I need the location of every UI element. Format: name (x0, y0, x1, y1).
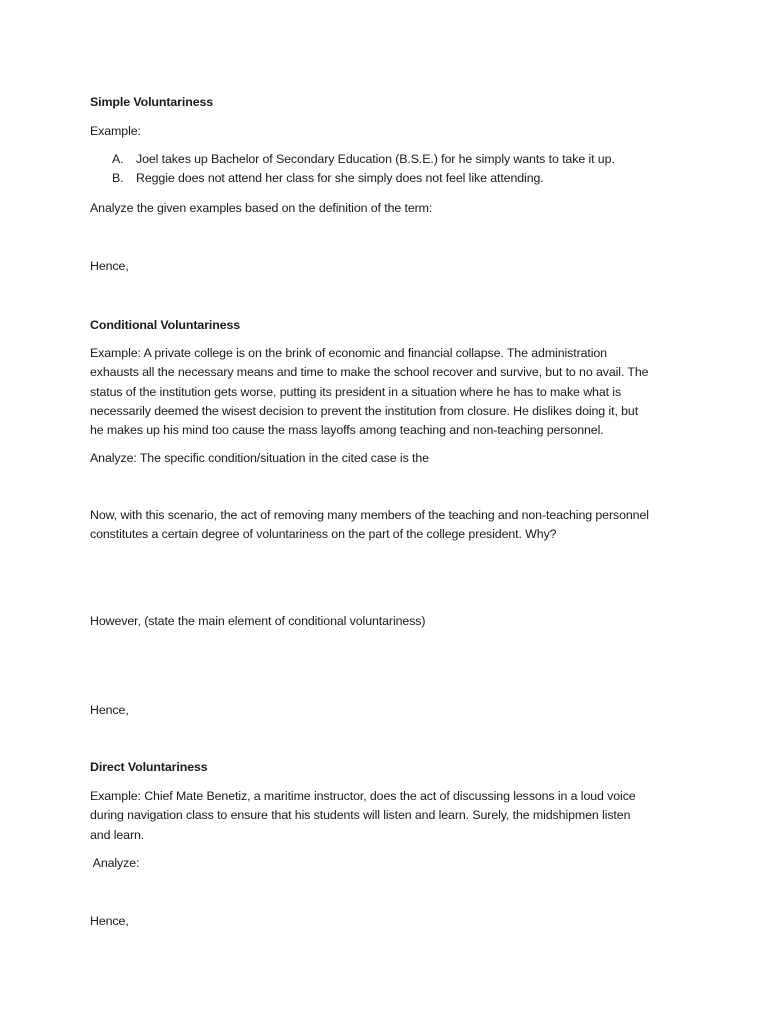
direct-voluntariness-heading: Direct Voluntariness (90, 760, 208, 774)
paragraph-line: Example: Chief Mate Benetiz, a maritime instructor, does the act of discussing lessons in a loud voice (90, 789, 636, 803)
simple-example-label: Example: (90, 124, 141, 138)
paragraph-line: he makes up his mind too cause the mass layoffs among teaching and non-teaching personnel. (90, 423, 604, 438)
conditional-however-text: However, (state the main element of conditional voluntariness) (90, 614, 426, 628)
paragraph-line: constitutes a certain degree of voluntariness on the part of the college president. Why? (90, 527, 557, 542)
direct-analyze-text: Analyze: (90, 856, 140, 870)
paragraph-line: necessarily deemed the wisest decision to prevent the institution from closure. He dislikes doing it, but (90, 403, 639, 418)
direct-example-paragraph (90, 787, 690, 845)
simple-voluntariness-heading: Simple Voluntariness (90, 95, 214, 109)
list-item (112, 150, 672, 169)
direct-hence-text: Hence, (90, 914, 129, 928)
list-item-text: Joel takes up Bachelor of Secondary Education (B.S.E.) for he simply wants to take it up. (136, 152, 615, 166)
simple-hence-text: Hence, (90, 259, 129, 273)
list-marker: B. (112, 171, 124, 186)
list-item-text: Reggie does not attend her class for she simply does not feel like attending. (136, 171, 544, 186)
conditional-analyze-text: Analyze: The specific condition/situation in the cited case is the (90, 451, 429, 465)
conditional-voluntariness-heading: Conditional Voluntariness (90, 318, 241, 332)
conditional-hence-text: Hence, (90, 703, 129, 717)
list-marker: A. (112, 152, 124, 166)
conditional-scenario-paragraph (90, 506, 690, 545)
list-item (112, 169, 672, 188)
paragraph-line: and learn. (90, 827, 145, 842)
conditional-example-paragraph (90, 344, 690, 440)
simple-analyze-text: Analyze the given examples based on the definition of the term: (90, 201, 433, 215)
paragraph-line: during navigation class to ensure that his students will listen and learn. Surely, the midshipmen listen (90, 808, 631, 823)
paragraph-line: exhausts all the necessary means and time to make the school recover and survive, but to no avail. The (90, 365, 649, 380)
paragraph-line: status of the institution gets worse, putting its president in a situation where he has to make what is (90, 384, 622, 399)
paragraph-line: Now, with this scenario, the act of removing many members of the teaching and non-teaching personnel (90, 508, 649, 522)
paragraph-line: Example: A private college is on the brink of economic and financial collapse. The administration (90, 346, 607, 360)
simple-example-list (112, 150, 672, 188)
